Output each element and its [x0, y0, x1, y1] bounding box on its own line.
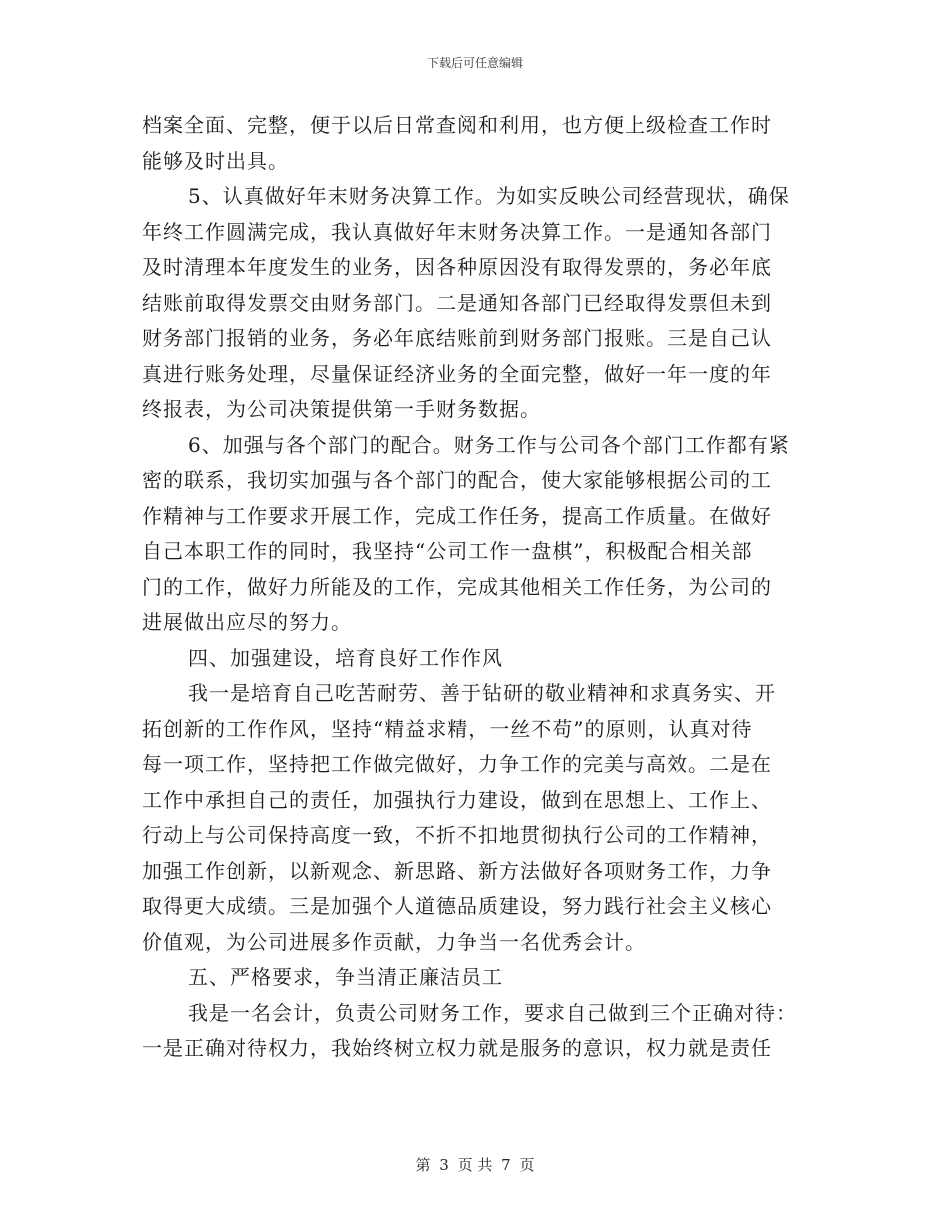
text-line: 能够及时出具。: [142, 148, 289, 173]
text-line: 拓创新的工作作风，坚持“精益求精，一丝不苟”的原则，认真对待: [142, 716, 753, 741]
text-line: 作精神与工作要求开展工作，完成工作任务，提高工作质量。在做好: [142, 503, 772, 528]
text-line: 终报表，为公司决策提供第一手财务数据。: [142, 397, 541, 421]
text-line: 档案全面、完整，便于以后日常查阅和利用，也方便上级检查工作时: [142, 113, 772, 137]
text-line: 6、加强与各个部门的配合。财务工作与公司各个部门工作都有紧: [188, 432, 790, 457]
text-line: 5、认真做好年末财务决算工作。为如实反映公司经营现状，确保: [188, 184, 790, 208]
text-line: 工作中承担自己的责任，加强执行力建设，做到在思想上、工作上、: [142, 787, 772, 812]
text-line: 年终工作圆满完成，我认真做好年末财务决算工作。一是通知各部门: [142, 219, 772, 244]
page-footer: [0, 1154, 950, 1175]
text-line: 真进行账务处理，尽量保证经济业务的全面完整，做好一年一度的年: [142, 361, 772, 386]
text-line: 我一是培育自己吃苦耐劳、善于钻研的敬业精神和求真务实、开: [188, 681, 776, 705]
text-line: 门的工作，做好力所能及的工作，完成其他相关工作任务，为公司的: [142, 574, 772, 599]
total-page-count: 7: [501, 1156, 511, 1174]
text-line: 五、严格要求，争当清正廉洁员工: [188, 965, 503, 989]
text-line: 每一项工作，坚持把工作做完做好，力争工作的完美与高效。二是在: [142, 752, 772, 776]
text-line: 进展做出应尽的努力。: [142, 610, 352, 634]
page-header: 下载后可任意编辑: [426, 56, 523, 70]
footer-middle: 页 共: [457, 1156, 493, 1174]
text-line: 结账前取得发票交由财务部门。二是通知各部门已经取得发票但未到: [142, 290, 772, 315]
document-body: [142, 108, 808, 1067]
footer-prefix: 第: [415, 1156, 431, 1174]
text-line: 密的联系，我切实加强与各个部门的配合，使大家能够根据公司的工: [142, 468, 772, 492]
text-line: 一是正确对待权力，我始终树立权力就是服务的意识，权力就是责任: [142, 1036, 772, 1060]
text-line: 取得更大成绩。三是加强个人道德品质建设，努力践行社会主义核心: [142, 894, 772, 918]
text-line: 我是一名会计，负责公司财务工作，要求自己做到三个正确对待：: [188, 1000, 797, 1025]
text-line: 及时清理本年度发生的业务，因各种原因没有取得发票的，务必年底: [142, 255, 772, 279]
text-line: 财务部门报销的业务，务必年底结账前到财务部门报账。三是自己认: [142, 326, 772, 350]
current-page-number: 3: [439, 1156, 449, 1174]
text-line: 自己本职工作的同时，我坚持“公司工作一盘棋”，积极配合相关部: [142, 539, 753, 563]
text-line: 加强工作创新，以新观念、新思路、新方法做好各项财务工作，力争: [142, 858, 772, 883]
text-line: 四、加强建设，培育良好工作作风: [188, 645, 503, 670]
text-line: 价值观，为公司进展多作贡献，力争当一名优秀会计。: [142, 929, 646, 954]
footer-suffix: 页: [519, 1156, 535, 1174]
text-line: 行动上与公司保持高度一致，不折不扣地贯彻执行公司的工作精神，: [142, 823, 772, 847]
